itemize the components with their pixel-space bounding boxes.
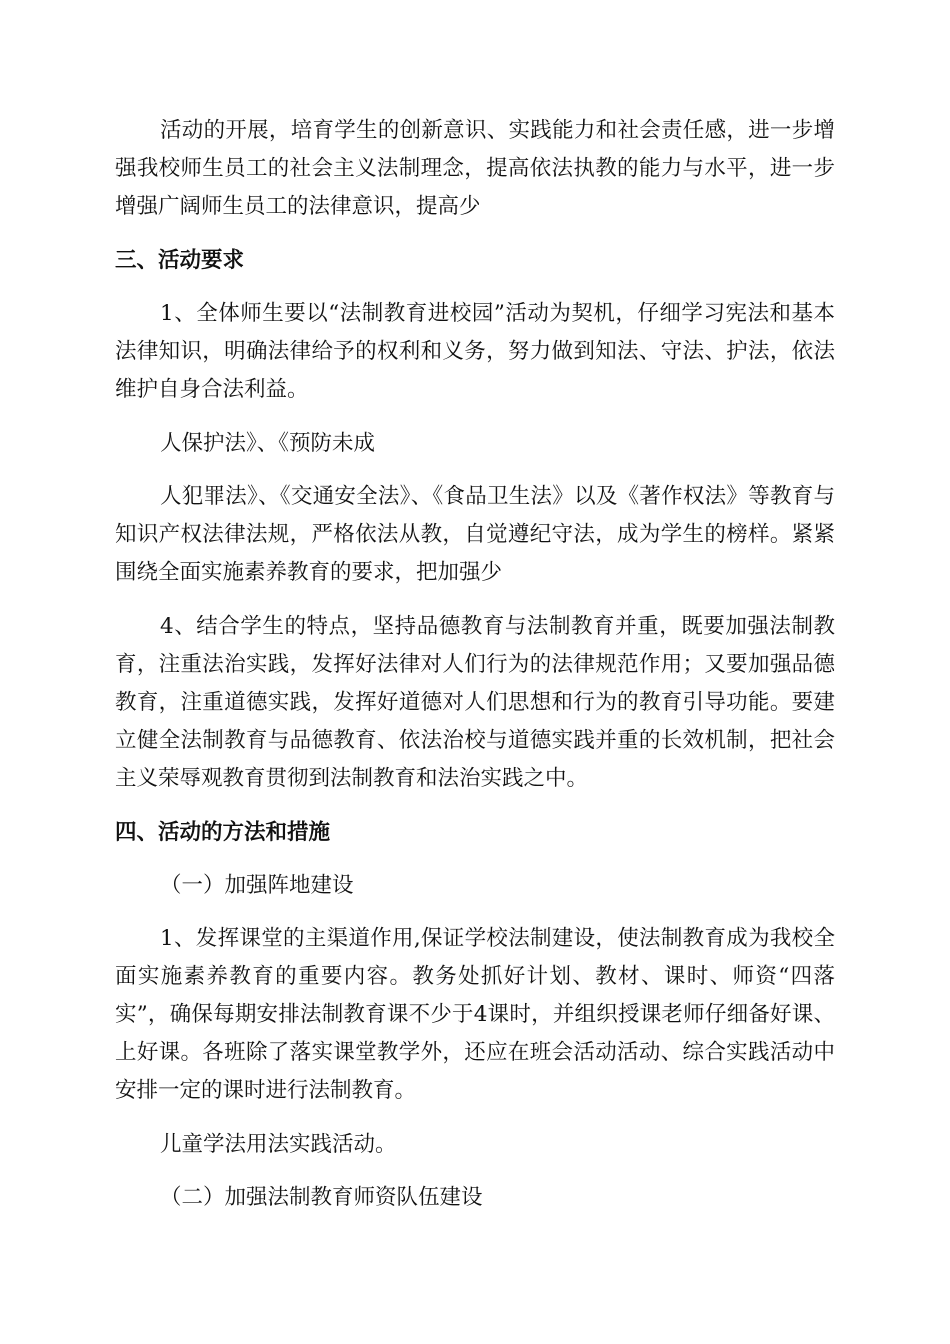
paragraph-fragment-2: 人犯罪法》、《交通安全法》、《食品卫生法》以及《著作权法》等教育与知识产权法律法规，严格依法从教，自觉遵纪守法，成为学生的榜样。紧紧围绕全面实施素养教育的要求，把加强少 — [115, 484, 835, 585]
subheading-1: （一）加强阵地建设 — [160, 873, 354, 898]
paragraph-item-1: 1、全体师生要以“法制教育进校园”活动为契机，仔细学习宪法和基本法律知识，明确法律给予的权利和义务，努力做到知法、守法、护法，依法维护自身合法利益。 — [115, 301, 835, 402]
paragraph-item-4: 4、结合学生的特点，坚持品德教育与法制教育并重，既要加强法制教育，注重法治实践，发挥好法律对人们行为的法律规范作用；又要加强品德教育，注重道德实践，发挥好道德对人们思想和行为的教育引导功能。要建立健全法制教育与品德教育、依法治校与道德实践并重的长效机制，把社会主义荣辱观教育贯彻到法制教育和法治实践之中。 — [115, 614, 835, 791]
paragraph-intro: 活动的开展，培育学生的创新意识、实践能力和社会责任感，进一步增强我校师生员工的社会主义法制理念，提高依法执教的能力与水平，进一步增强广阔师生员工的法律意识，提高少 — [115, 118, 835, 219]
subheading-2: （二）加强法制教育师资队伍建设 — [160, 1185, 483, 1210]
paragraph-fragment-1: 人保护法》、《预防未成 — [160, 431, 376, 456]
heading-section-4: 四、活动的方法和措施 — [115, 820, 331, 845]
paragraph-classroom: 1、发挥课堂的主渠道作用,保证学校法制建设，使法制教育成为我校全面实施素养教育的重要内容。教务处抓好计划、教材、课时、师资“四落实”，确保每期安排法制教育课不少于4课时，并组织授课老师仔细备好课、上好课。各班除了落实课堂教学外，还应在班会活动活动、综合实践活动中安排一定的课时进行法制教育。 — [115, 926, 835, 1103]
heading-section-3: 三、活动要求 — [115, 248, 245, 273]
paragraph-fragment-3: 儿童学法用法实践活动。 — [160, 1132, 397, 1157]
